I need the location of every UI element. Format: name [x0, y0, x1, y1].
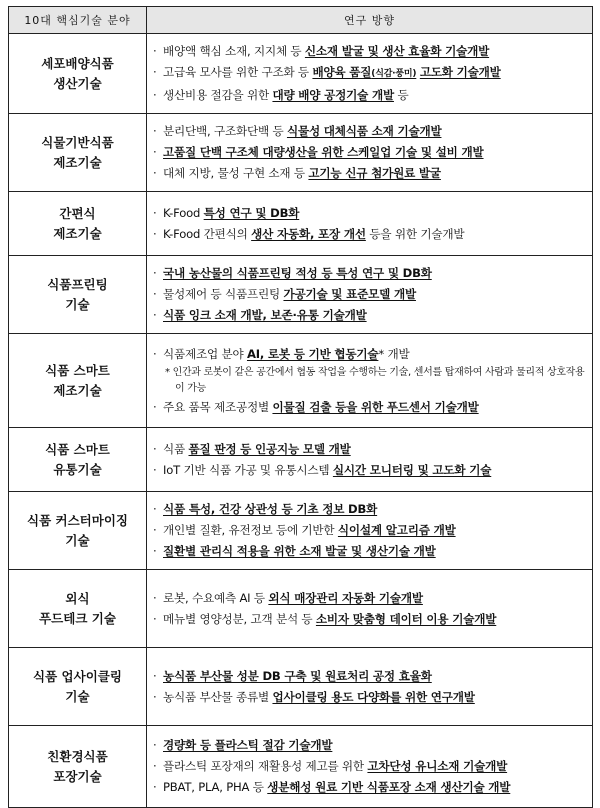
highlight-text: 생산 자동화, 포장 개선 — [251, 226, 366, 241]
direction-item — [153, 756, 586, 777]
tech-area-cell: 식품 업사이클링 기술 — [9, 648, 147, 726]
highlight-segment — [204, 206, 300, 220]
text-segment: 등을 위한 기술개발 — [365, 226, 465, 241]
bullet-icon: · — [153, 780, 157, 794]
highlight-text: 업사이클링 용도 다양화를 위한 연구개발 — [272, 689, 475, 704]
text-segment: 메뉴별 영양성분, 고객 분석 등 — [163, 611, 316, 626]
bullet-icon: · — [153, 502, 157, 516]
text-segment: 물성제어 등 식품프린팅 — [163, 287, 284, 301]
tech-area-cell: 식품 스마트 유통기술 — [9, 428, 147, 492]
bullet-icon: · — [153, 308, 157, 322]
highlight-text: 식물성 대체식품 소재 기술개발 — [286, 124, 442, 138]
bullet-icon: · — [153, 668, 157, 683]
table-row — [9, 726, 593, 808]
table-header-row — [9, 7, 593, 34]
direction-item — [153, 85, 586, 106]
research-direction-cell — [147, 428, 593, 492]
research-direction-cell — [147, 114, 593, 192]
bullet-icon: · — [153, 88, 157, 102]
direction-item — [153, 397, 586, 418]
direction-item — [153, 62, 586, 85]
highlight-text: 특성 연구 및 DB화 — [203, 205, 300, 220]
direction-item — [153, 735, 586, 756]
direction-item — [153, 439, 586, 460]
highlight-segment — [316, 612, 496, 626]
highlight-segment — [251, 227, 366, 241]
bullet-icon: · — [153, 544, 157, 558]
text-segment: 주요 품목 제조공정별 — [163, 399, 273, 414]
text-segment: IoT 기반 식품 가공 및 유통시스템 — [163, 462, 333, 477]
tech-area-cell: 간편식 제조기술 — [9, 192, 147, 256]
text-segment: 개인별 질환, 유전정보 등에 기반한 — [163, 523, 338, 537]
highlight-segment — [308, 166, 441, 180]
highlight-segment — [163, 544, 436, 558]
text-segment: K-Food — [163, 205, 204, 220]
highlight-segment — [283, 287, 416, 301]
text-segment: 분리단백, 구조화단백 등 — [163, 124, 287, 138]
highlight-text: 고품질 단백 구조체 대량생산을 위한 스케일업 기술 및 설비 개발 — [163, 145, 484, 159]
research-direction-cell — [147, 648, 593, 726]
text-segment: 농식품 부산물 종류별 — [163, 689, 273, 704]
text-segment: PBAT, PLA, PHA 등 — [163, 780, 268, 794]
highlight-segment — [420, 65, 501, 79]
highlight-segment — [272, 690, 474, 704]
highlight-segment — [247, 347, 378, 361]
highlight-text: 품질 판정 등 인공지능 모델 개발 — [188, 441, 351, 456]
highlight-segment — [367, 759, 507, 773]
text-segment: 플라스틱 포장재의 재활용성 제고를 위한 — [163, 759, 368, 773]
highlight-text: 질환별 관리식 적용을 위한 소재 발굴 및 생산기술 개발 — [163, 544, 436, 558]
header-direction: 연구 방향 — [147, 7, 593, 34]
bullet-icon: · — [153, 65, 157, 79]
highlight-segment — [163, 145, 484, 159]
research-direction-cell — [147, 570, 593, 648]
research-direction-cell — [147, 334, 593, 428]
direction-item — [153, 541, 586, 562]
highlight-text: 고도화 기술개발 — [419, 65, 501, 79]
text-segment: 배양액 핵심 소재, 지지체 등 — [163, 44, 305, 58]
text-segment: 생산비용 절감을 위한 — [163, 88, 273, 102]
tech-area-cell: 식품프린팅 기술 — [9, 256, 147, 334]
bullet-icon: · — [153, 205, 157, 220]
text-segment: * 개발 — [378, 346, 410, 361]
tech-table — [8, 6, 593, 808]
highlight-text: AI, 로봇 등 기반 협동기술 — [246, 346, 379, 361]
bullet-icon: · — [153, 689, 157, 704]
highlight-segment — [333, 463, 491, 477]
highlight-text: 가공기술 및 표준모델 개발 — [283, 287, 416, 301]
text-segment: 고급육 모사를 위한 구조화 등 — [163, 65, 313, 79]
text-segment: 식품 — [163, 441, 189, 456]
direction-item — [153, 666, 586, 687]
highlight-text: 식품 특성, 건강 상관성 등 기초 정보 DB화 — [163, 502, 378, 516]
highlight-text: 국내 농산물의 식품프린팅 적성 등 특성 연구 및 DB화 — [163, 266, 432, 280]
table-row — [9, 648, 593, 726]
bullet-icon: · — [153, 759, 157, 773]
text-segment: 등 — [393, 88, 409, 102]
direction-item — [153, 284, 586, 305]
highlight-text: 식품 잉크 소재 개발, 보존·유통 기술개발 — [163, 308, 367, 322]
bullet-icon: · — [153, 266, 157, 280]
direction-item — [153, 609, 586, 630]
tech-area-cell: 식품 커스터마이징 기술 — [9, 492, 147, 570]
highlight-segment — [371, 65, 416, 79]
direction-item — [153, 263, 586, 284]
bullet-icon: · — [153, 44, 157, 58]
highlight-segment — [163, 669, 432, 683]
bullet-icon: · — [153, 145, 157, 159]
bullet-icon: · — [153, 166, 157, 180]
highlight-text: 생분해성 원료 기반 식품포장 소재 생산기술 개발 — [267, 780, 511, 794]
research-direction-cell — [147, 492, 593, 570]
bullet-icon: · — [153, 346, 157, 361]
direction-item — [153, 203, 586, 224]
highlight-segment — [163, 738, 332, 752]
direction-item — [153, 499, 586, 520]
highlight-segment — [163, 266, 432, 280]
highlight-text: 경량화 등 플라스틱 절감 기술개발 — [163, 738, 333, 752]
highlight-segment — [267, 780, 510, 794]
tech-area-cell: 세포배양식품 생산기술 — [9, 34, 147, 114]
highlight-segment — [305, 44, 489, 58]
table-row — [9, 428, 593, 492]
direction-item — [153, 142, 586, 163]
highlight-text: 고기능 신규 첨가원료 발굴 — [308, 166, 441, 180]
research-direction-cell — [147, 256, 593, 334]
direction-item — [153, 344, 586, 365]
tech-area-cell: 식물기반식품 제조기술 — [9, 114, 147, 192]
text-segment: K-Food 간편식의 — [163, 226, 252, 241]
table-row — [9, 114, 593, 192]
highlight-text: 신소재 발굴 및 생산 효율화 기술개발 — [304, 44, 490, 58]
direction-item — [153, 460, 586, 481]
highlight-segment — [272, 400, 478, 414]
highlight-segment — [163, 502, 377, 516]
highlight-segment — [272, 88, 394, 102]
table-row — [9, 334, 593, 428]
table-row — [9, 492, 593, 570]
bullet-icon: · — [153, 441, 157, 456]
footnote: * 인간과 로봇이 같은 공간에서 협동 작업을 수행하는 기술, 센서를 탑재하여 사람과 물리적 상호작용이 가능 — [165, 366, 585, 394]
table-row — [9, 256, 593, 334]
research-direction-cell — [147, 726, 593, 808]
highlight-segment — [338, 523, 456, 537]
bullet-icon: · — [153, 226, 157, 241]
direction-item — [153, 121, 586, 142]
direction-item — [153, 687, 586, 708]
text-segment: 대체 지방, 물성 구현 소재 등 — [163, 166, 309, 180]
header-area: 10대 핵심기술 분야 — [9, 7, 147, 34]
highlight-text: 대량 배양 공정기술 개발 — [272, 88, 394, 102]
bullet-icon: · — [153, 124, 157, 138]
highlight-text: 소비자 맞춤형 데이터 이용 기술개발 — [315, 611, 497, 626]
highlight-segment — [287, 124, 442, 138]
highlight-segment — [312, 65, 371, 79]
bullet-icon: · — [153, 462, 157, 477]
table-row — [9, 192, 593, 256]
research-direction-cell — [147, 192, 593, 256]
tech-area-cell: 외식 푸드테크 기술 — [9, 570, 147, 648]
highlight-segment — [163, 308, 367, 322]
highlight-text: 고차단성 유니소재 기술개발 — [367, 759, 508, 773]
direction-item — [153, 41, 586, 62]
highlight-segment — [189, 442, 351, 456]
direction-item — [153, 305, 586, 326]
tech-area-cell: 친환경식품 포장기술 — [9, 726, 147, 808]
highlight-text: (식감·풍미) — [371, 69, 417, 79]
table-row — [9, 34, 593, 114]
bullet-icon: · — [153, 399, 157, 414]
direction-item — [153, 777, 586, 798]
direction-item — [153, 520, 586, 541]
highlight-text: 농식품 부산물 성분 DB 구축 및 원료처리 공정 효율화 — [163, 668, 432, 683]
text-segment: 로봇, 수요예측 AI 등 — [163, 590, 269, 605]
direction-item — [153, 588, 586, 609]
highlight-segment — [268, 591, 423, 605]
direction-item — [153, 163, 586, 184]
text-segment: 식품제조업 분야 — [163, 346, 247, 361]
table-body — [9, 34, 593, 808]
highlight-text: 실시간 모니터링 및 고도화 기술 — [332, 462, 492, 477]
research-direction-cell — [147, 34, 593, 114]
bullet-icon: · — [153, 523, 157, 537]
bullet-icon: · — [153, 287, 157, 301]
bullet-icon: · — [153, 738, 157, 752]
direction-item — [153, 224, 586, 245]
bullet-icon: · — [153, 590, 157, 605]
highlight-text: 배양육 품질 — [312, 65, 372, 79]
table-row — [9, 570, 593, 648]
tech-area-cell: 식품 스마트 제조기술 — [9, 334, 147, 428]
bullet-icon: · — [153, 611, 157, 626]
highlight-text: 이물질 검출 등을 위한 푸드센서 기술개발 — [272, 399, 479, 414]
highlight-text: 식이설계 알고리즘 개발 — [337, 523, 456, 537]
highlight-text: 외식 매장관리 자동화 기술개발 — [268, 590, 423, 605]
